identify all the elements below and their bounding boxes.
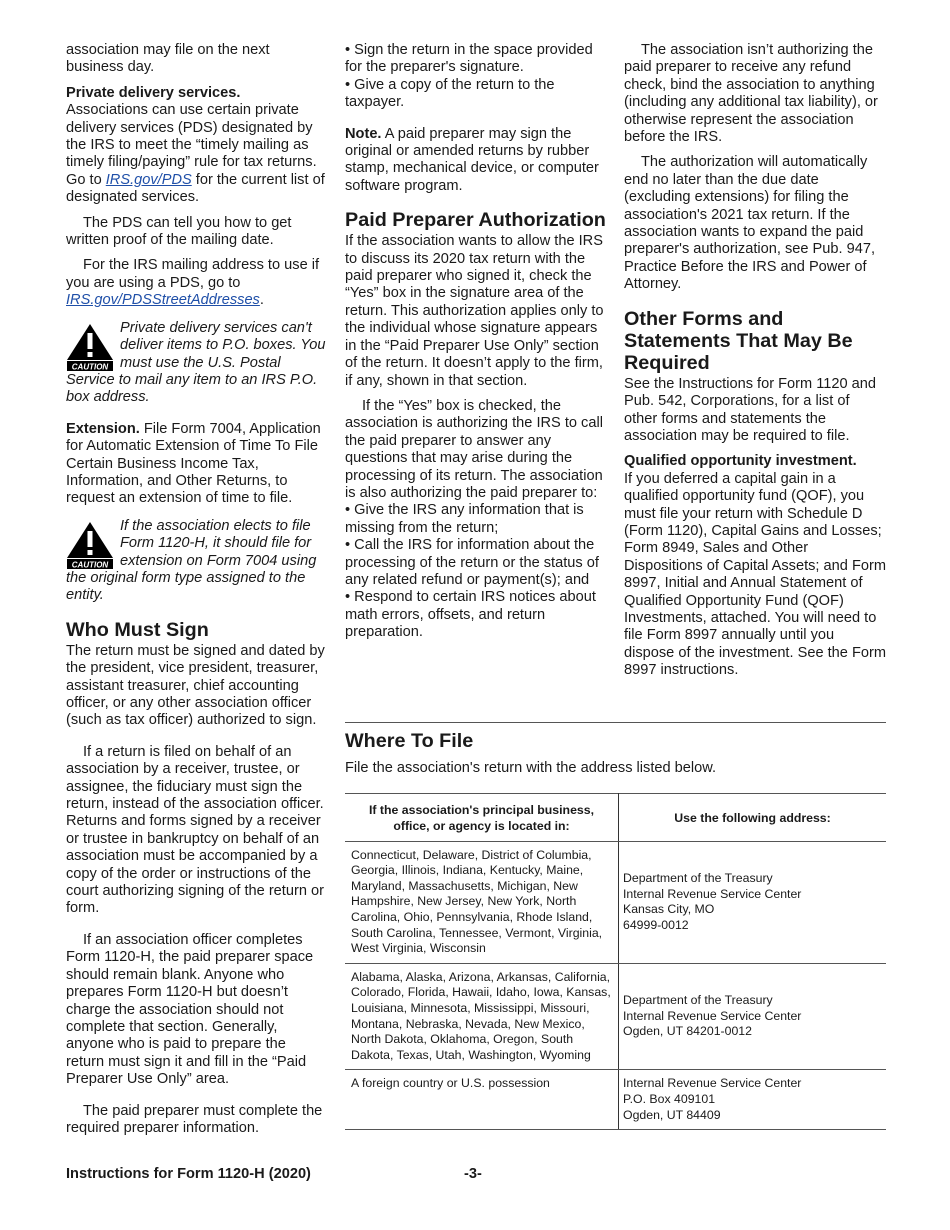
column-header-location: If the association's principal business, office, or agency is located in:: [345, 794, 619, 841]
states-cell: A foreign country or U.S. possession: [345, 1070, 619, 1130]
table-header-row: [345, 794, 886, 841]
table-row: [345, 841, 886, 963]
states-cell: Connecticut, Delaware, District of Columbia, Georgia, Illinois, Indiana, Kentucky, Maine, Maryland, Massachusetts, Michigan, New Hampshire, New Jersey, New York, North Carolina, Ohio, Pennsylvania, Rhode Island, South Carolina, Tennessee, Vermont, Virginia, West Virginia, Wisconsin: [345, 841, 619, 963]
where-to-file-heading: Where To File: [345, 730, 474, 752]
column-3: [624, 42, 886, 688]
continued-paragraph: association may file on the next business day.: [66, 42, 270, 76]
note-paragraph: Note. A paid preparer may sign the original or amended returns by rubber stamp, mechanical device, or computer software program.: [345, 125, 599, 194]
bullet-give-information: • Give the IRS any information that is missing from the return;: [345, 502, 584, 536]
footer-title: Instructions for Form 1120-H (2020): [66, 1166, 311, 1182]
bullet-respond-notices: • Respond to certain IRS notices about math errors, offsets, and return preparation.: [345, 589, 596, 641]
caution-text-pds: Private delivery services can't deliver items to P.O. boxes. You must use the U.S. Postal Service to mail any item to an IRS P.O. box address.: [66, 319, 326, 406]
who-must-sign-paragraph-4: The paid preparer must complete the required preparer information.: [66, 1102, 323, 1136]
pds-paragraph: Associations can use certain private delivery services (PDS) designated by the IRS to meet the “timely mailing as timely filing/paying” rule for tax returns. Go to IRS.gov/PDS for the current list of designated services.: [66, 102, 325, 206]
address-table: [345, 793, 886, 1130]
irs-pds-link[interactable]: IRS.gov/PDS: [105, 171, 192, 188]
ppa-paragraph-1: If the association wants to allow the IRS to discuss its 2020 tax return with the paid preparer who signed it, check the “Yes” box in the signature area of the return. This authorization applies only to the individual whose signature appears in the “Paid Preparer Use Only” section of the return. It doesn’t apply to the firm, if any, shown in that section.: [345, 233, 604, 389]
pds-street-addresses-link[interactable]: IRS.gov/PDSStreetAddresses: [66, 292, 260, 309]
pds-address-paragraph: For the IRS mailing address to use if you are using a PDS, go to IRS.gov/PDSStreetAddresses.: [66, 257, 320, 309]
caution-note-pds: [66, 320, 328, 407]
caution-text-extension: If the association elects to file Form 1120-H, it should file for extension on Form 7004 using the original form type assigned to the entity.: [66, 517, 317, 604]
bullet-sign-return: • Sign the return in the space provided for the preparer's signature.: [345, 42, 593, 76]
table-row: [345, 1070, 886, 1130]
svg-text:CAUTION: CAUTION: [71, 362, 109, 372]
address-cell: Department of the Treasury Internal Revenue Service Center Kansas City, MO 64999-0012: [619, 841, 887, 963]
authorization-end-paragraph: The authorization will automatically end no later than the due date (excluding extensions) for filing the association's 2021 tax return. If the association wants to expand the paid preparer's authorization, see Pub. 947, Practice Before the IRS and Power of Attorney.: [624, 154, 876, 293]
extension-heading: Extension.: [66, 420, 140, 437]
where-to-file-intro: File the association's return with the address listed below.: [345, 760, 717, 776]
column-1: [66, 42, 328, 1145]
pds-heading: Private delivery services.: [66, 84, 241, 101]
caution-note-extension: [66, 518, 328, 605]
states-cell: Alabama, Alaska, Arizona, Arkansas, California, Colorado, Florida, Hawaii, Idaho, Iowa, Kansas, Louisiana, Minnesota, Mississippi, Missouri, Montana, Nebraska, Nevada, New Mexico, North Dakota, Oklahoma, Oregon, South Dakota, Texas, Utah, Washington, Wyoming: [345, 963, 619, 1070]
other-forms-heading: Other Forms and Statements That May Be Required: [624, 307, 853, 374]
bullet-call-irs: • Call the IRS for information about the processing of the return or the status of any related refund or payment(s); and: [345, 537, 599, 588]
who-must-sign-paragraph-2: If a return is filed on behalf of an association by a receiver, trustee, or assignee, the fiduciary must sign the return, instead of the association officer. Returns and forms signed by a receiver or trustee in bankruptcy on behalf of an association must be accompanied by a copy of the order or instructions of the court authorizing signing of the return or form.: [66, 743, 324, 917]
column-2: [345, 42, 607, 642]
where-to-file-section: [345, 730, 886, 1130]
pds-proof-paragraph: The PDS can tell you how to get written proof of the mailing date.: [66, 214, 292, 249]
ppa-paragraph-2: If the “Yes” box is checked, the association is authorizing the IRS to call the paid preparer to answer any questions that may arise during the processing of its return. The association is also authorizing the paid preparer to:: [345, 397, 603, 501]
svg-text:CAUTION: CAUTION: [71, 560, 109, 570]
who-must-sign-paragraph-1: The return must be signed and dated by the president, vice president, treasurer, assistant treasurer, chief accounting officer, or any other association officer (such as tax officer) authorized to sign.: [66, 642, 325, 729]
section-divider: [345, 722, 886, 723]
who-must-sign-paragraph-3: If an association officer completes Form 1120-H, the paid preparer space should remain blank. Anyone who prepares Form 1120-H but doesn’t charge the association should not complete that section. Generally, anyone who is paid to prepare the return must sign it and fill in the “Paid Preparer Use Only” area.: [66, 931, 314, 1088]
column-header-address: Use the following address:: [619, 794, 887, 841]
address-cell: Internal Revenue Service Center P.O. Box 409101 Ogden, UT 84409: [619, 1070, 887, 1130]
authorization-limits-paragraph: The association isn’t authorizing the paid preparer to receive any refund check, bind the association to anything (including any additional tax liability), or otherwise represent the association before the IRS.: [624, 42, 878, 146]
qualified-opportunity-heading: Qualified opportunity investment.: [624, 453, 857, 470]
page-number: -3-: [464, 1166, 482, 1182]
note-heading: Note.: [345, 125, 382, 142]
table-row: [345, 963, 886, 1070]
qualified-opportunity-paragraph: If you deferred a capital gain in a qualified opportunity fund (QOF), you must file your return with Schedule D (Form 1120), Capital Gains and Losses; Form 8949, Sales and Other Dispositions of Capital Assets; and Form 8997, Initial and Annual Statement of Qualified Opportunity Fund (QOF) Investments, attached. You will need to file Form 8997 annually until you dispose of the investment. See the Form 8997 instructions.: [624, 470, 887, 679]
who-must-sign-heading: Who Must Sign: [66, 618, 209, 641]
bullet-give-copy: • Give a copy of the return to the taxpayer.: [345, 76, 555, 111]
extension-paragraph: Extension. File Form 7004, Application for Automatic Extension of Time To File Certain Business Income Tax, Information, and Other Returns, to request an extension of time to file.: [66, 420, 321, 507]
caution-icon: [66, 322, 114, 372]
paid-preparer-authorization-heading: Paid Preparer Authorization: [345, 209, 606, 232]
caution-icon: [66, 520, 114, 570]
other-forms-paragraph: See the Instructions for Form 1120 and Pub. 542, Corporations, for a list of other forms and statements the association may be required to file.: [624, 375, 877, 444]
address-cell: Department of the Treasury Internal Revenue Service Center Ogden, UT 84201-0012: [619, 963, 887, 1070]
